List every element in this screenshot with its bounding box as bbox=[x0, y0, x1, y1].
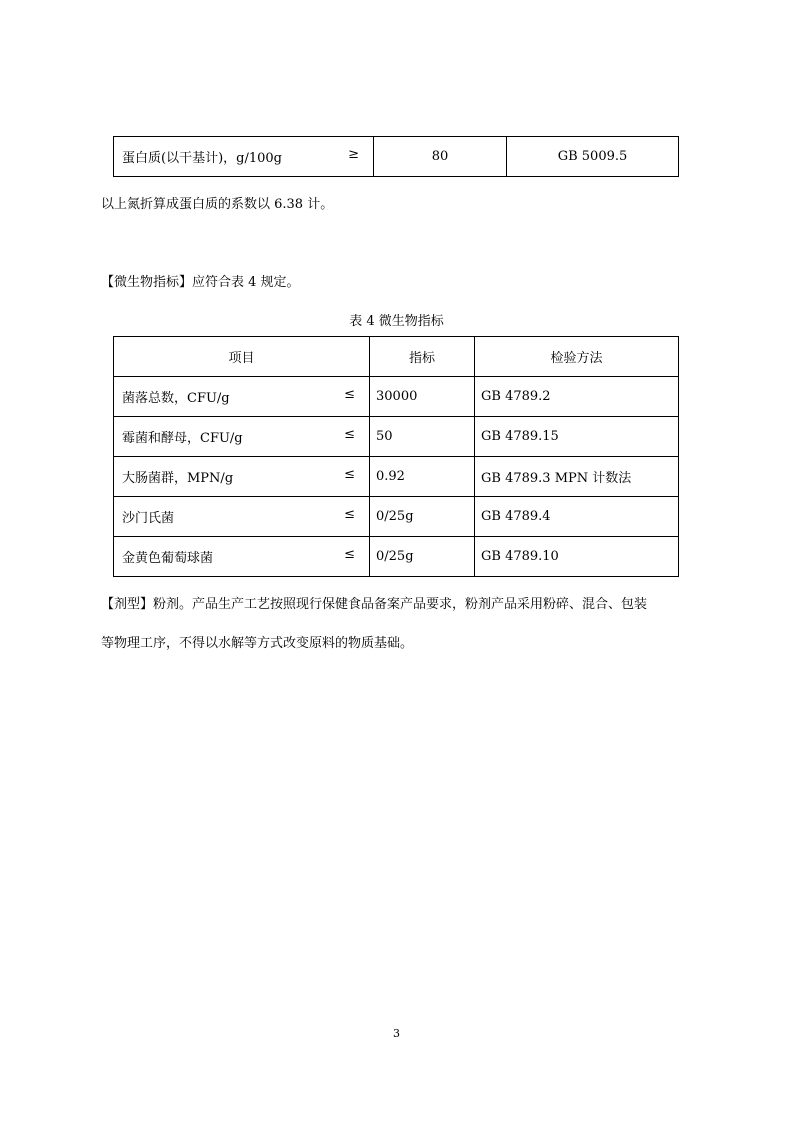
header-item: 项目 bbox=[114, 337, 370, 377]
row-value: 0/25g bbox=[370, 497, 475, 537]
protein-sign: ≥ bbox=[348, 147, 359, 162]
row-item: 霉菌和酵母，CFU/g bbox=[122, 431, 243, 446]
row-item-cell bbox=[114, 377, 370, 417]
protein-value: 80 bbox=[374, 137, 507, 177]
table-row bbox=[114, 417, 679, 457]
table4 bbox=[113, 336, 679, 577]
row-item-cell bbox=[114, 417, 370, 457]
table4-caption: 表 4 微生物指标 bbox=[349, 314, 444, 329]
protein-table bbox=[113, 136, 679, 177]
row-sign: ≤ bbox=[344, 507, 355, 522]
row-value: 0.92 bbox=[370, 457, 475, 497]
row-method: GB 4789.10 bbox=[475, 537, 679, 577]
table-row bbox=[114, 497, 679, 537]
row-method: GB 4789.4 bbox=[475, 497, 679, 537]
table-header-row bbox=[114, 337, 679, 377]
micro-heading: 【微生物指标】应符合表 4 规定。 bbox=[101, 275, 300, 290]
dosage-form-line1: 【剂型】粉剂。产品生产工艺按照现行保健食品备案产品要求，粉剂产品采用粉碎、混合、包装 bbox=[101, 597, 648, 612]
protein-method: GB 5009.5 bbox=[507, 137, 679, 177]
row-item: 大肠菌群，MPN/g bbox=[122, 471, 234, 486]
header-value: 指标 bbox=[370, 337, 475, 377]
row-sign: ≤ bbox=[344, 467, 355, 482]
row-item-cell bbox=[114, 497, 370, 537]
header-method: 检验方法 bbox=[475, 337, 679, 377]
table-row bbox=[114, 137, 679, 177]
row-method: GB 4789.2 bbox=[475, 377, 679, 417]
table-row bbox=[114, 537, 679, 577]
table-row bbox=[114, 457, 679, 497]
row-method: GB 4789.3 MPN 计数法 bbox=[475, 457, 679, 497]
row-sign: ≤ bbox=[344, 427, 355, 442]
row-item-cell bbox=[114, 537, 370, 577]
table-row bbox=[114, 377, 679, 417]
row-sign: ≤ bbox=[344, 547, 355, 562]
row-item: 菌落总数，CFU/g bbox=[122, 391, 230, 406]
protein-item: 蛋白质(以干基计)，g/100g bbox=[122, 151, 282, 166]
row-value: 0/25g bbox=[370, 537, 475, 577]
page-number: 3 bbox=[393, 1027, 400, 1040]
row-value: 50 bbox=[370, 417, 475, 457]
dosage-form-line2: 等物理工序，不得以水解等方式改变原料的物质基础。 bbox=[101, 636, 414, 651]
row-item: 金黄色葡萄球菌 bbox=[122, 551, 214, 566]
protein-note: 以上氮折算成蛋白质的系数以 6.38 计。 bbox=[101, 197, 334, 212]
row-value: 30000 bbox=[370, 377, 475, 417]
protein-item-cell bbox=[114, 137, 374, 177]
row-method: GB 4789.15 bbox=[475, 417, 679, 457]
row-sign: ≤ bbox=[344, 387, 355, 402]
row-item-cell bbox=[114, 457, 370, 497]
row-item: 沙门氏菌 bbox=[122, 511, 175, 526]
